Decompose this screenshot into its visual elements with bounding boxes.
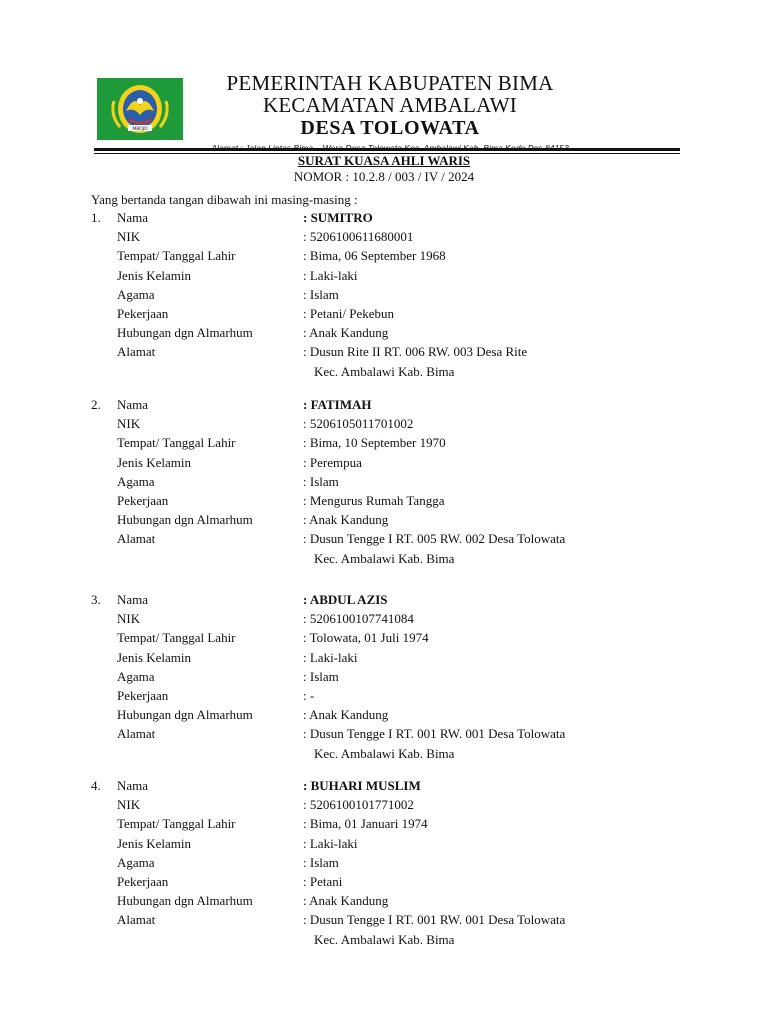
label-agama: Agama: [117, 286, 155, 302]
value-nama: : FATIMAH: [303, 397, 372, 412]
value-jk: : Perempua: [303, 454, 362, 470]
document-title: [0, 153, 768, 184]
value-hubungan: : Anak Kandung: [303, 707, 389, 723]
letterhead-line2: KECAMATAN AMBALAWI: [263, 93, 517, 117]
heir-row-hubungan: [0, 323, 768, 342]
heir-row-nik: [0, 795, 768, 814]
kabupaten-bima-logo: [97, 78, 183, 140]
letterhead-line1: PEMERINTAH KABUPATEN BIMA: [226, 71, 554, 95]
label-agama: Agama: [117, 668, 155, 684]
intro-text: Yang bertanda tangan dibawah ini masing-masing :: [91, 192, 358, 207]
heir-row-agama: [0, 853, 768, 872]
heir-number: 3.: [91, 592, 101, 607]
label-pekerjaan: Pekerjaan: [117, 873, 169, 889]
value-nama: : SUMITRO: [303, 210, 373, 225]
label-hubungan: Hubungan dgn Almarhum: [117, 893, 253, 909]
value-agama: : Islam: [303, 473, 339, 489]
value-jk: : Laki-laki: [303, 649, 358, 665]
heir-row-hubungan: [0, 510, 768, 529]
label-nik: NIK: [117, 229, 141, 245]
value-hubungan: : Anak Kandung: [303, 512, 389, 528]
heir-row-ttl: [0, 814, 768, 833]
heir-row-alamat-cont: [0, 362, 768, 381]
heir-block-4: [0, 776, 768, 949]
letterhead: [180, 72, 600, 155]
heir-row-alamat-cont: [0, 549, 768, 568]
heir-row-ttl: [0, 628, 768, 647]
heir-row-alamat: [0, 910, 768, 929]
label-nama: Nama: [117, 778, 149, 793]
label-ttl: Tempat/ Tanggal Lahir: [117, 435, 236, 451]
label-hubungan: Hubungan dgn Almarhum: [117, 512, 253, 528]
document-number: NOMOR : 10.2.8 / 003 / IV / 2024: [293, 169, 475, 184]
heir-row-alamat-cont: [0, 744, 768, 763]
value-hubungan: : Anak Kandung: [303, 893, 389, 909]
heir-row-alamat: [0, 342, 768, 361]
value-alamat: : Dusun Tengge I RT. 001 RW. 001 Desa Tolowata: [303, 726, 566, 742]
heir-row-pekerjaan: [0, 304, 768, 323]
label-jk: Jenis Kelamin: [117, 649, 192, 665]
value-ttl: : Bima, 10 September 1970: [303, 435, 446, 451]
heir-block-3: [0, 590, 768, 763]
heir-row-pekerjaan: [0, 872, 768, 891]
value-jk: : Laki-laki: [303, 267, 358, 283]
heir-row-jk: [0, 266, 768, 285]
heir-row-pekerjaan: [0, 686, 768, 705]
heir-row-jk: [0, 648, 768, 667]
value-alamat-cont: Kec. Ambalawi Kab. Bima: [314, 363, 455, 379]
value-nik: : 5206100107741084: [303, 611, 414, 627]
value-nik: : 5206100101771002: [303, 797, 414, 813]
label-jk: Jenis Kelamin: [117, 267, 192, 283]
label-jk: Jenis Kelamin: [117, 835, 192, 851]
label-pekerjaan: Pekerjaan: [117, 305, 169, 321]
heir-row-nama: [0, 590, 768, 609]
heir-block-1: [0, 208, 768, 381]
value-agama: : Islam: [303, 286, 339, 302]
heir-row-hubungan: [0, 705, 768, 724]
value-nik: : 5206105011701002: [303, 416, 414, 432]
label-nik: NIK: [117, 797, 141, 813]
label-pekerjaan: Pekerjaan: [117, 687, 169, 703]
value-nik: : 5206100611680001: [303, 229, 414, 245]
heir-row-nik: [0, 227, 768, 246]
value-pekerjaan: : Mengurus Rumah Tangga: [303, 492, 445, 508]
value-ttl: : Bima, 06 September 1968: [303, 248, 446, 264]
heir-row-jk: [0, 453, 768, 472]
label-pekerjaan: Pekerjaan: [117, 492, 169, 508]
label-jk: Jenis Kelamin: [117, 454, 192, 470]
heir-row-nama: [0, 395, 768, 414]
label-nama: Nama: [117, 397, 149, 412]
heir-number: 2.: [91, 397, 101, 412]
heir-number: 4.: [91, 778, 101, 793]
letterhead-rule-thick: [94, 148, 680, 151]
label-nama: Nama: [117, 210, 149, 225]
label-hubungan: Hubungan dgn Almarhum: [117, 707, 253, 723]
heir-row-agama: [0, 667, 768, 686]
document-heading: SURAT KUASA AHLI WARIS: [297, 153, 471, 168]
label-agama: Agama: [117, 854, 155, 870]
heir-row-ttl: [0, 246, 768, 265]
letterhead-line3: DESA TOLOWATA: [300, 117, 480, 139]
label-ttl: Tempat/ Tanggal Lahir: [117, 630, 236, 646]
label-alamat: Alamat: [117, 726, 156, 742]
label-hubungan: Hubungan dgn Almarhum: [117, 325, 253, 341]
value-nama: : BUHARI MUSLIM: [303, 778, 421, 793]
heir-row-agama: [0, 285, 768, 304]
value-pekerjaan: : -: [303, 687, 315, 703]
label-nik: NIK: [117, 611, 141, 627]
label-alamat: Alamat: [117, 531, 156, 547]
value-hubungan: : Anak Kandung: [303, 325, 389, 341]
value-ttl: : Bima, 01 Januari 1974: [303, 816, 428, 832]
heir-row-nik: [0, 414, 768, 433]
label-nik: NIK: [117, 416, 141, 432]
value-nama: : ABDUL AZIS: [303, 592, 388, 607]
value-alamat: : Dusun Tengge I RT. 001 RW. 001 Desa Tolowata: [303, 912, 566, 928]
label-ttl: Tempat/ Tanggal Lahir: [117, 248, 236, 264]
value-agama: : Islam: [303, 854, 339, 870]
value-alamat-cont: Kec. Ambalawi Kab. Bima: [314, 931, 455, 947]
label-nama: Nama: [117, 592, 149, 607]
value-jk: : Laki-laki: [303, 835, 358, 851]
heir-row-alamat: [0, 724, 768, 743]
value-ttl: : Tolowata, 01 Juli 1974: [303, 630, 429, 646]
label-ttl: Tempat/ Tanggal Lahir: [117, 816, 236, 832]
heir-row-alamat-cont: [0, 930, 768, 949]
heir-row-agama: [0, 472, 768, 491]
value-agama: : Islam: [303, 668, 339, 684]
label-agama: Agama: [117, 473, 155, 489]
heir-row-nama: [0, 208, 768, 227]
value-pekerjaan: : Petani: [303, 873, 343, 889]
label-alamat: Alamat: [117, 912, 156, 928]
heir-row-pekerjaan: [0, 491, 768, 510]
heir-row-ttl: [0, 433, 768, 452]
value-alamat: : Dusun Tengge I RT. 005 RW. 002 Desa Tolowata: [303, 531, 566, 547]
heir-row-nik: [0, 609, 768, 628]
value-pekerjaan: : Petani/ Pekebun: [303, 305, 394, 321]
label-alamat: Alamat: [117, 344, 156, 360]
value-alamat-cont: Kec. Ambalawi Kab. Bima: [314, 550, 455, 566]
value-alamat-cont: Kec. Ambalawi Kab. Bima: [314, 745, 455, 761]
heir-row-nama: [0, 776, 768, 795]
value-alamat: : Dusun Rite II RT. 006 RW. 003 Desa Rite: [303, 344, 528, 360]
logo-text: MBOJO: [132, 127, 148, 132]
heir-block-2: [0, 395, 768, 568]
heir-row-alamat: [0, 529, 768, 548]
heir-row-jk: [0, 834, 768, 853]
heir-number: 1.: [91, 210, 101, 225]
heir-row-hubungan: [0, 891, 768, 910]
